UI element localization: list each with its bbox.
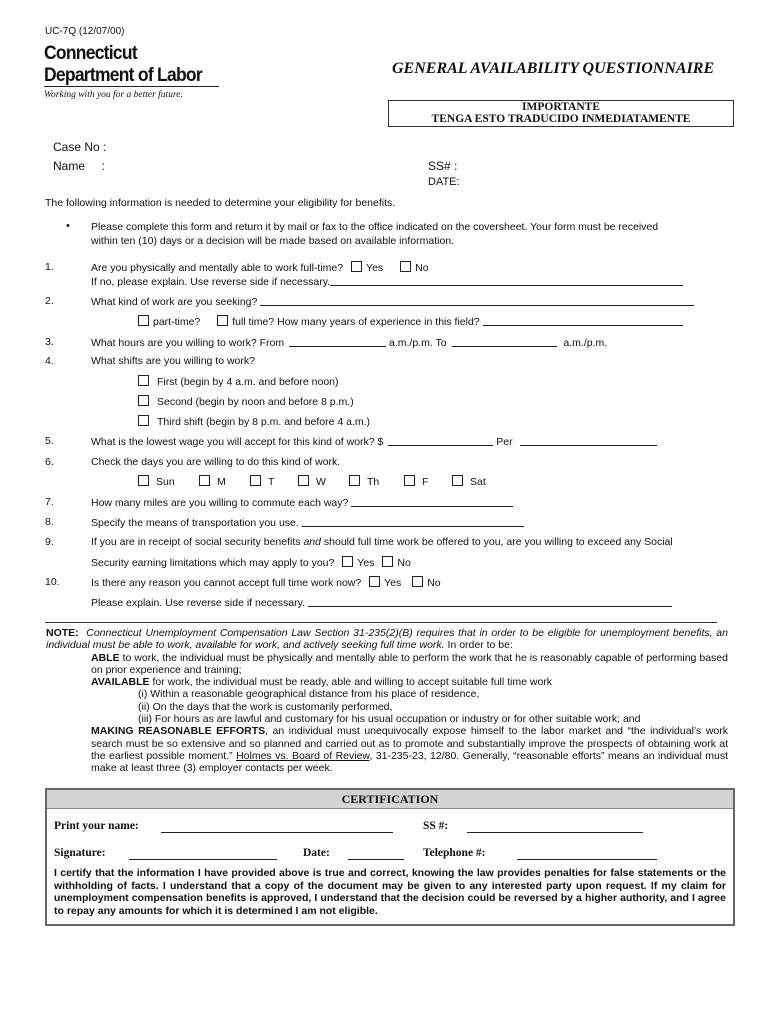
q10-text: Is there any reason you cannot accept full time work now? bbox=[91, 577, 362, 589]
able-text: to work, the individual must be physically and mentally able to perform the work that he is reasonably capable of performing based on prior experience and training; bbox=[91, 651, 728, 676]
q10-row bbox=[91, 576, 441, 589]
q3-text: What hours are you willing to work? From bbox=[91, 337, 285, 349]
q10-no-checkbox[interactable] bbox=[412, 576, 423, 587]
day-sat bbox=[452, 475, 486, 488]
q9-yes-checkbox[interactable] bbox=[342, 556, 353, 567]
telephone-field[interactable] bbox=[517, 847, 657, 860]
q5-row bbox=[91, 435, 657, 448]
note-available bbox=[46, 676, 728, 688]
mre-tail: , 31-235-23, 12/80. Generally, “reasonable efforts” means an individual must make at least three (3) employer contacts per week. bbox=[91, 749, 728, 775]
important-notice-box bbox=[388, 100, 734, 127]
day-sun bbox=[138, 475, 175, 488]
q4-text: What shifts are you willing to work? bbox=[91, 355, 255, 367]
ss-label: SS# : bbox=[428, 159, 458, 173]
day-sat-label: Sat bbox=[470, 476, 486, 488]
q1-yes-label: Yes bbox=[366, 262, 384, 274]
logo-line-2: Department of Labor bbox=[44, 65, 202, 86]
day-f-checkbox[interactable] bbox=[404, 475, 415, 486]
q1-sub-row bbox=[91, 275, 683, 288]
certification-box bbox=[45, 788, 735, 926]
q2-number: 2. bbox=[45, 295, 54, 307]
signature-field[interactable] bbox=[129, 847, 277, 860]
q2-row bbox=[91, 295, 694, 308]
page-title: GENERAL AVAILABILITY QUESTIONNAIRE bbox=[392, 60, 715, 77]
q10-yes-checkbox[interactable] bbox=[369, 576, 380, 587]
second-shift-row bbox=[138, 395, 354, 408]
note-item-i: (i) Within a reasonable geographical distance from his place of residence, bbox=[138, 688, 480, 701]
day-w-label: W bbox=[316, 476, 326, 488]
note-intro-tail: In order to be: bbox=[444, 639, 513, 652]
day-m bbox=[199, 475, 226, 488]
print-name-field[interactable] bbox=[161, 820, 393, 833]
third-shift-row bbox=[138, 415, 370, 428]
mre-label: MAKING REASONABLE EFFORTS bbox=[91, 725, 266, 738]
hours-to-field[interactable] bbox=[452, 336, 557, 347]
q3-number: 3. bbox=[45, 336, 54, 348]
logo-rule bbox=[44, 86, 219, 87]
second-shift-checkbox[interactable] bbox=[138, 395, 149, 406]
day-w bbox=[298, 475, 326, 488]
q1-row bbox=[91, 261, 429, 274]
first-shift-label: First (begin by 4 a.m. and before noon) bbox=[157, 376, 339, 388]
part-time-label: part-time? bbox=[153, 316, 201, 328]
commute-miles-field[interactable] bbox=[351, 496, 513, 507]
form-id: UC-7Q (12/07/00) bbox=[45, 26, 125, 37]
q7-number: 7. bbox=[45, 496, 54, 508]
q9-row bbox=[91, 536, 673, 548]
day-th bbox=[349, 475, 379, 488]
cert-ss-label: SS #: bbox=[423, 820, 449, 832]
important-line-1: IMPORTANTE bbox=[522, 101, 600, 113]
certification-statement: I certify that the information I have provided above is true and correct, knowing the law provides penalties for false statements or the withholding of facts. I understand that a copy of the document may be given to any interested party upon request. If my claim for unemployment compensation benefits is approved, I understand that the decision could be reversed by a higher authority, and I agree to repay any amounts for which it is determined I am not eligible. bbox=[54, 867, 726, 917]
q9-number: 9. bbox=[45, 536, 54, 548]
wage-field[interactable] bbox=[388, 435, 493, 446]
second-shift-label: Second (begin by noon and before 8 p.m.) bbox=[157, 396, 354, 408]
q9-no-label: No bbox=[397, 557, 411, 569]
certification-title: CERTIFICATION bbox=[47, 790, 733, 809]
day-th-label: Th bbox=[367, 476, 380, 488]
able-label: ABLE bbox=[91, 651, 120, 664]
q1-yes-checkbox[interactable] bbox=[351, 261, 362, 272]
date-label: DATE: bbox=[428, 176, 460, 188]
tagline: Working with you for a better future. bbox=[44, 90, 183, 100]
signature-label: Signature: bbox=[54, 847, 106, 859]
day-t-checkbox[interactable] bbox=[250, 475, 261, 486]
part-time-checkbox[interactable] bbox=[138, 315, 149, 326]
case-no-label: Case No : bbox=[53, 140, 107, 154]
third-shift-checkbox[interactable] bbox=[138, 415, 149, 426]
cert-date-field[interactable] bbox=[348, 847, 404, 860]
note-mre bbox=[46, 725, 728, 774]
important-line-2: TENGA ESTO TRADUCIDO INMEDIATAMENTE bbox=[431, 113, 691, 125]
first-shift-checkbox[interactable] bbox=[138, 375, 149, 386]
q2-work-field[interactable] bbox=[260, 295, 694, 306]
note-intro bbox=[46, 627, 728, 652]
day-m-label: M bbox=[217, 476, 226, 488]
q5-text: What is the lowest wage you will accept for this kind of work? $ bbox=[91, 436, 384, 448]
q3-ampm-to: a.m./p.m. To bbox=[389, 337, 447, 349]
wage-per-field[interactable] bbox=[520, 435, 657, 446]
q10-sub-text: Please explain. Use reverse side if necessary. bbox=[91, 597, 305, 609]
day-w-checkbox[interactable] bbox=[298, 475, 309, 486]
q1-explain-field[interactable] bbox=[330, 275, 683, 286]
day-t-label: T bbox=[268, 476, 275, 488]
logo-line-1: Connecticut bbox=[44, 43, 137, 64]
q5-number: 5. bbox=[45, 435, 54, 447]
q5-per: Per bbox=[496, 436, 513, 448]
q9-no-checkbox[interactable] bbox=[382, 556, 393, 567]
cert-date-label: Date: bbox=[303, 847, 330, 859]
day-sun-checkbox[interactable] bbox=[138, 475, 149, 486]
bullet-dot: • bbox=[66, 220, 70, 232]
section-divider bbox=[45, 622, 717, 623]
intro-text: The following information is needed to determine your eligibility for benefits. bbox=[45, 197, 396, 209]
mre-text: , an individual must unequivocally expose himself to the labor market and “the individual’s work search must be so extensive and so planned and carried out as to promote and substantially improve the prospects of obtaining work at the earliest possible moment.” bbox=[91, 725, 728, 762]
q7-row bbox=[91, 496, 513, 509]
day-sun-label: Sun bbox=[156, 476, 175, 488]
q3-row bbox=[91, 336, 607, 349]
note-label: NOTE: bbox=[46, 627, 79, 639]
q6-number: 6. bbox=[45, 456, 54, 468]
q1-sub-text: If no, please explain. Use reverse side if necessary. bbox=[91, 276, 331, 288]
day-m-checkbox[interactable] bbox=[199, 475, 210, 486]
q10-yes-label: Yes bbox=[384, 577, 402, 589]
q1-no-checkbox[interactable] bbox=[400, 261, 411, 272]
day-t bbox=[250, 475, 274, 488]
q1-no-label: No bbox=[415, 262, 429, 274]
note-intro-italic: Connecticut Unemployment Compensation Law Section 31-235(2)(B) requires that in order to be eligible for unemployment benefits, an individual must be able to work, available for work, and actively seeking full time work. bbox=[46, 627, 728, 652]
q3-ampm-end: a.m./p.m. bbox=[563, 337, 608, 349]
q7-text: How many miles are you willing to commute each way? bbox=[91, 497, 349, 509]
q1-number: 1. bbox=[45, 261, 54, 273]
day-sat-checkbox[interactable] bbox=[452, 475, 463, 486]
q9-text-b: should full time work be offered to you, are you willing to exceed any Social bbox=[320, 536, 673, 548]
q9-yes-label: Yes bbox=[357, 557, 375, 569]
q9-text-a: If you are in receipt of social security benefits bbox=[91, 536, 304, 548]
q6-text: Check the days you are willing to do this kind of work. bbox=[91, 456, 341, 468]
bullet-text-1: Please complete this form and return it by mail or fax to the office indicated on the coversheet. Your form must be received bbox=[91, 221, 659, 233]
mre-case: Holmes vs. Board of Review bbox=[236, 749, 370, 762]
q2-options-row bbox=[138, 315, 683, 328]
name-label: Name : bbox=[53, 159, 106, 173]
first-shift-row bbox=[138, 375, 339, 388]
q4-number: 4. bbox=[45, 355, 54, 367]
telephone-label: Telephone #: bbox=[423, 847, 486, 859]
available-label: AVAILABLE bbox=[91, 676, 150, 689]
full-time-checkbox[interactable] bbox=[217, 315, 228, 326]
day-th-checkbox[interactable] bbox=[349, 475, 360, 486]
q9-text-2: Security earning limitations which may apply to you? bbox=[91, 557, 335, 569]
note-item-ii: (ii) On the days that the work is customarily performed, bbox=[138, 700, 393, 713]
q8-row bbox=[91, 516, 524, 529]
q2-text: What kind of work are you seeking? bbox=[91, 296, 258, 308]
bullet-text-2: within ten (10) days or a decision will be made based on available information. bbox=[91, 235, 455, 247]
experience-years-field[interactable] bbox=[483, 315, 683, 326]
transportation-field[interactable] bbox=[302, 516, 524, 527]
q1-text: Are you physically and mentally able to work full-time? bbox=[91, 262, 344, 274]
q9-and: and bbox=[303, 536, 321, 548]
note-able bbox=[46, 652, 728, 677]
note-item-iii: (iii) For hours as are lawful and customary for his usual occupation or industry or for other suitable work; and bbox=[138, 713, 641, 726]
full-time-label: full time? How many years of experience in this field? bbox=[232, 316, 480, 328]
q8-text: Specify the means of transportation you use. bbox=[91, 517, 299, 529]
print-name-label: Print your name: bbox=[54, 820, 139, 832]
third-shift-label: Third shift (begin by 8 p.m. and before 4 a.m.) bbox=[157, 416, 371, 428]
legal-note bbox=[46, 627, 728, 775]
q9-row-2 bbox=[91, 556, 411, 569]
q8-number: 8. bbox=[45, 516, 54, 528]
available-text: for work, the individual must be ready, able and willing to accept suitable full time work bbox=[149, 676, 553, 689]
hours-from-field[interactable] bbox=[289, 336, 386, 347]
day-f bbox=[404, 475, 428, 488]
q10-no-label: No bbox=[427, 577, 441, 589]
q10-explain-field[interactable] bbox=[308, 596, 672, 607]
q10-number: 10. bbox=[45, 576, 60, 588]
q10-sub-row bbox=[91, 596, 672, 609]
cert-ss-field[interactable] bbox=[467, 820, 643, 833]
day-f-label: F bbox=[422, 476, 429, 488]
